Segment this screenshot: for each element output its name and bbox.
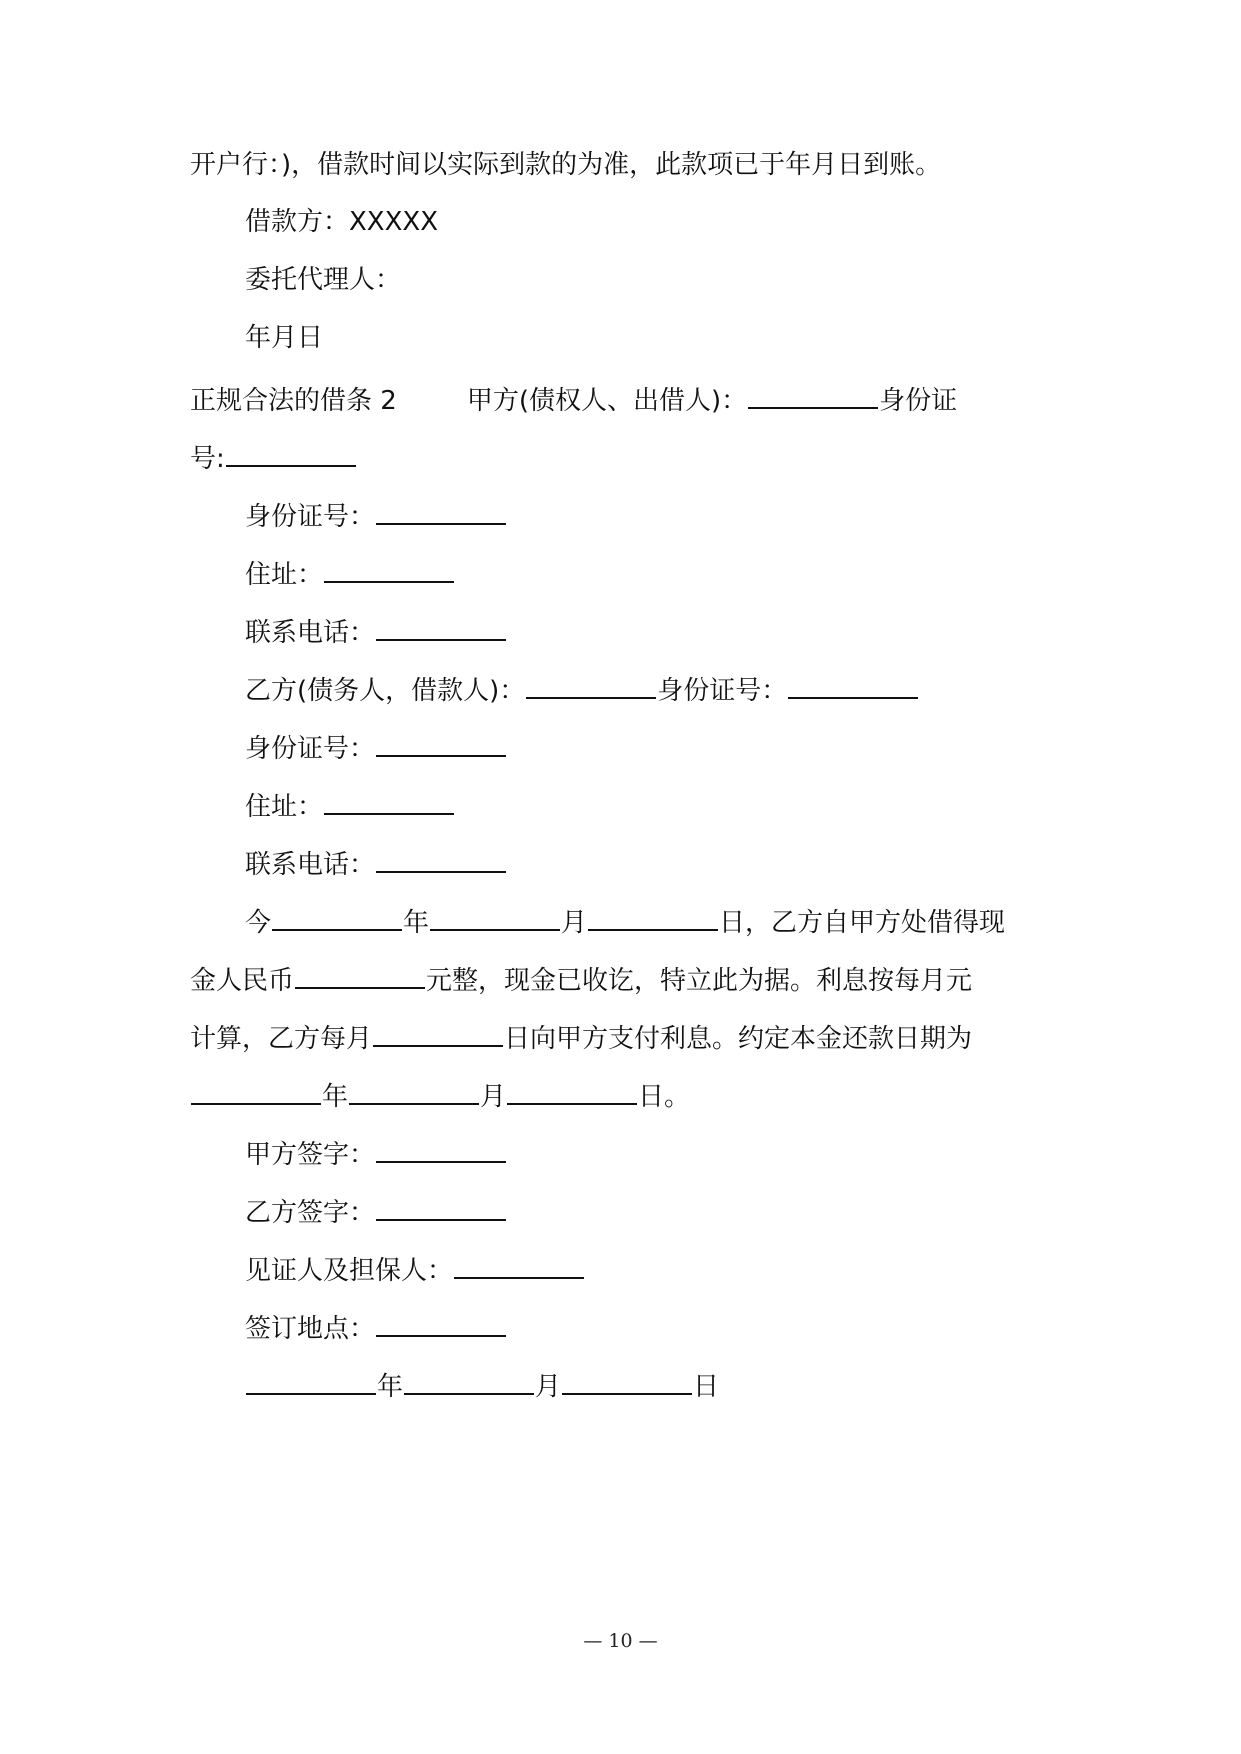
paragraph-amount xyxy=(190,961,972,996)
paragraph-agent xyxy=(245,265,401,295)
label-b-phone: 联系电话： xyxy=(245,850,376,880)
text-sign-day: 日 xyxy=(693,1372,720,1402)
page-number: — 10 — xyxy=(583,1630,658,1652)
blank-loan-month[interactable] xyxy=(430,903,560,931)
paragraph-a-address xyxy=(245,555,455,590)
paragraph-sign-date xyxy=(245,1367,719,1402)
paragraph-bank-line xyxy=(190,150,941,180)
text-interest-tail: 日向甲方支付利息。约定本金还款日期为 xyxy=(504,1024,973,1054)
paragraph-interest xyxy=(190,1019,972,1054)
label-witness: 见证人及担保人： xyxy=(245,1256,454,1286)
text-amount-tail: 元整，现金已收讫，特立此为据。利息按每月元 xyxy=(426,966,973,996)
text-agent: 委托代理人： xyxy=(245,265,402,295)
label-b-address: 住址： xyxy=(245,792,324,822)
blank-b-id[interactable] xyxy=(376,729,506,757)
paragraph-place xyxy=(245,1309,507,1344)
label-a-signature: 甲方签字： xyxy=(245,1140,376,1170)
text-sign-year: 年 xyxy=(377,1372,404,1402)
paragraph-a-phone xyxy=(245,613,507,648)
blank-a-phone[interactable] xyxy=(376,613,506,641)
blank-a-signature[interactable] xyxy=(376,1135,506,1163)
paragraph-b-id xyxy=(245,729,507,764)
label-b-id-inline: 身份证号： xyxy=(657,676,788,706)
text-repay-day: 日。 xyxy=(638,1082,691,1112)
heading-section-2 xyxy=(190,381,957,416)
text-id-label: 身份证 xyxy=(879,386,958,416)
label-place: 签订地点： xyxy=(245,1314,376,1344)
label-a-id: 身份证号： xyxy=(245,502,376,532)
text-repay-month: 月 xyxy=(480,1082,507,1112)
text-month: 月 xyxy=(561,908,588,938)
blank-party-a-name[interactable] xyxy=(748,381,878,409)
paragraph-b-phone xyxy=(245,845,507,880)
blank-repay-month[interactable] xyxy=(349,1077,479,1105)
text-day-borrow: 日，乙方自甲方处借得现 xyxy=(719,908,1006,938)
text-monthly: 计算，乙方每月 xyxy=(190,1024,373,1054)
paragraph-date xyxy=(245,323,323,353)
blank-sign-day[interactable] xyxy=(562,1367,692,1395)
paragraph-b-signature xyxy=(245,1193,507,1228)
blank-id-number[interactable] xyxy=(226,439,356,467)
blank-sign-year[interactable] xyxy=(246,1367,376,1395)
paragraph-borrower xyxy=(245,207,438,237)
label-b-signature: 乙方签字： xyxy=(245,1198,376,1228)
text-repay-year: 年 xyxy=(322,1082,349,1112)
paragraph-loan-date xyxy=(245,903,1055,938)
text-party-a: 甲方(债权人、出借人)： xyxy=(466,386,748,416)
label-a-address: 住址： xyxy=(245,560,324,590)
label-party-b: 乙方(债务人，借款人)： xyxy=(245,676,526,706)
blank-b-address[interactable] xyxy=(324,787,454,815)
paragraph-repay-date xyxy=(190,1077,690,1112)
paragraph-a-signature xyxy=(245,1135,507,1170)
text-date: 年月日 xyxy=(245,323,324,353)
paragraph-id-number xyxy=(190,439,357,474)
label-b-id: 身份证号： xyxy=(245,734,376,764)
paragraph-party-b xyxy=(245,671,919,706)
text-bank-line: 开户行：)，借款时间以实际到款的为准，此款项已于年月日到账。 xyxy=(190,150,942,180)
blank-amount[interactable] xyxy=(295,961,425,989)
blank-repay-year[interactable] xyxy=(191,1077,321,1105)
label-a-phone: 联系电话： xyxy=(245,618,376,648)
text-today: 今 xyxy=(245,908,272,938)
text-rmb: 金人民币 xyxy=(190,966,295,996)
blank-sign-month[interactable] xyxy=(404,1367,534,1395)
text-year: 年 xyxy=(403,908,430,938)
text-id-no: 号: xyxy=(190,444,225,474)
blank-repay-day[interactable] xyxy=(507,1077,637,1105)
blank-a-address[interactable] xyxy=(324,555,454,583)
paragraph-a-id xyxy=(245,497,507,532)
blank-loan-day[interactable] xyxy=(588,903,718,931)
blank-interest-day[interactable] xyxy=(373,1019,503,1047)
text-sign-month: 月 xyxy=(535,1372,562,1402)
section-title: 正规合法的借条 2 xyxy=(190,386,397,416)
blank-loan-year[interactable] xyxy=(272,903,402,931)
blank-party-b-name[interactable] xyxy=(526,671,656,699)
paragraph-b-address xyxy=(245,787,455,822)
blank-witness[interactable] xyxy=(454,1251,584,1279)
blank-b-id-inline[interactable] xyxy=(788,671,918,699)
blank-place[interactable] xyxy=(376,1309,506,1337)
text-borrower: 借款方：XXXXX xyxy=(245,207,439,237)
blank-b-phone[interactable] xyxy=(376,845,506,873)
paragraph-witness xyxy=(245,1251,585,1286)
blank-b-signature[interactable] xyxy=(376,1193,506,1221)
blank-a-id[interactable] xyxy=(376,497,506,525)
